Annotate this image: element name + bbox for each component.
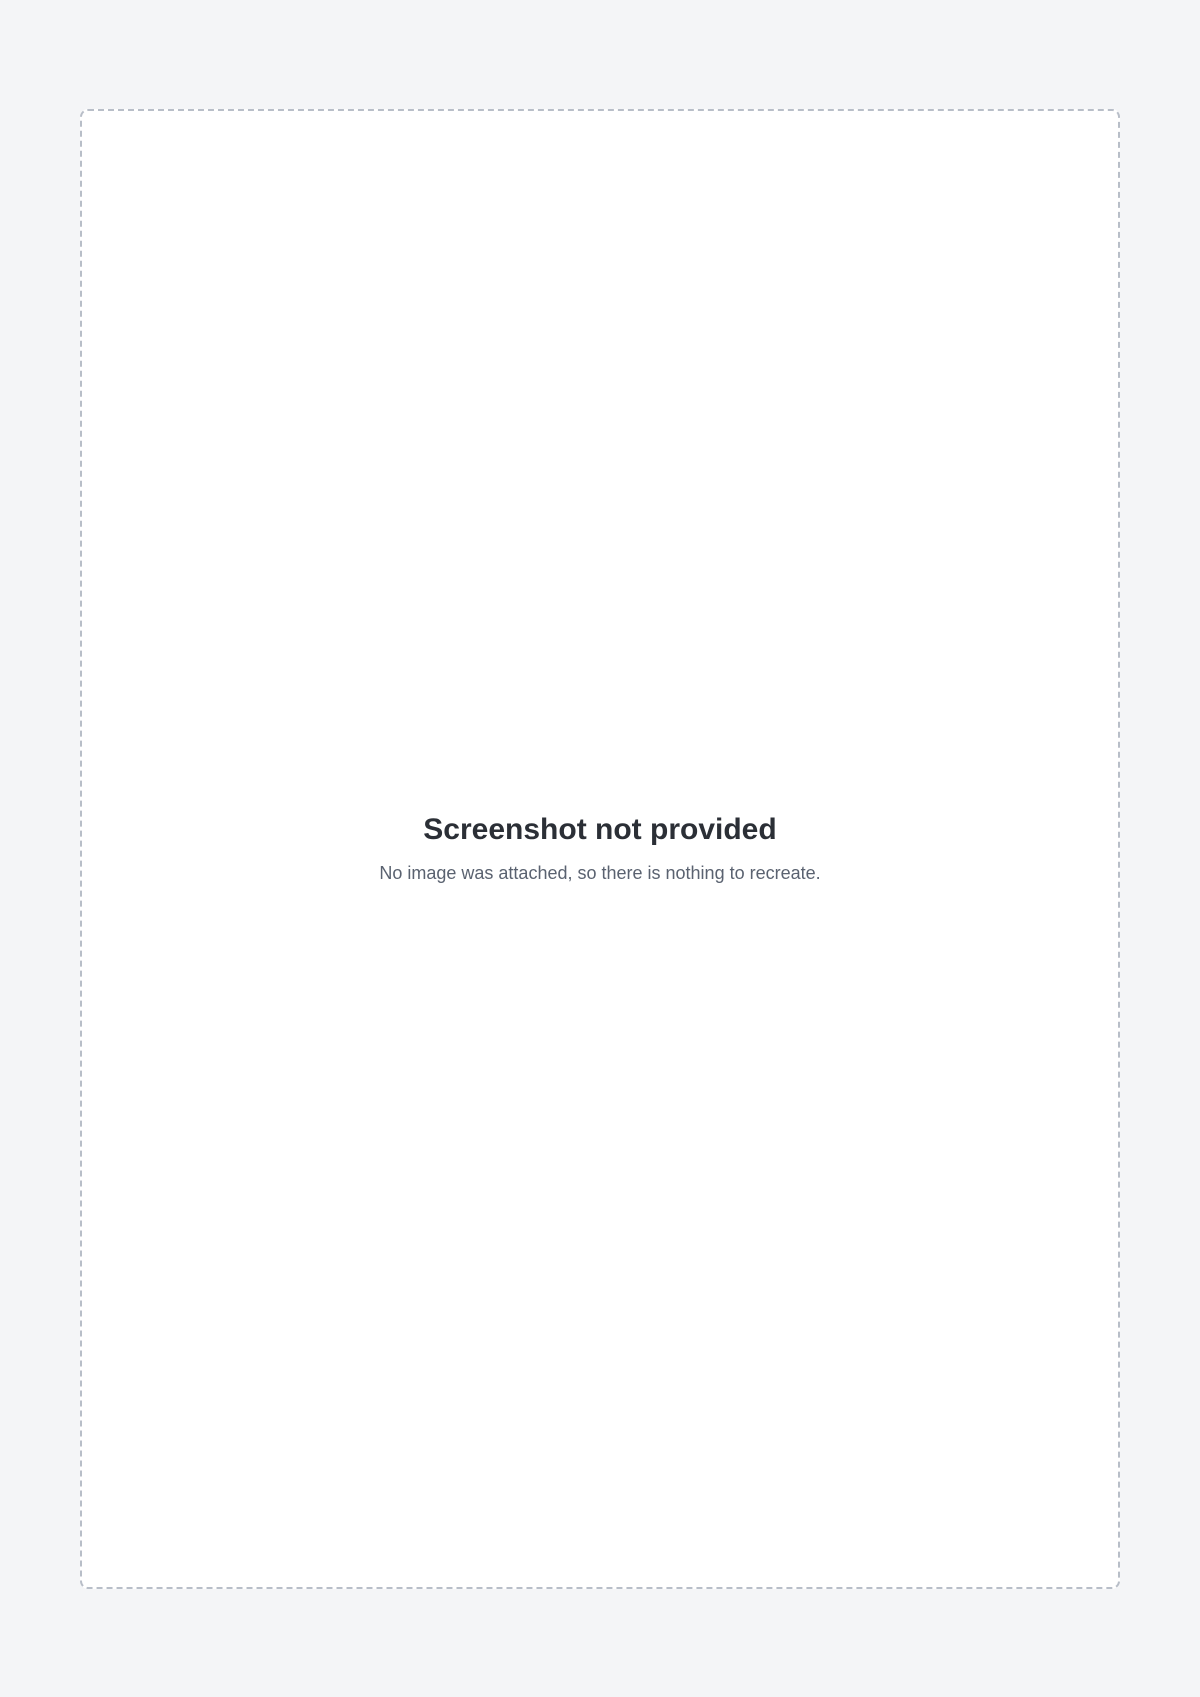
placeholder-title: Screenshot not provided: [423, 813, 777, 846]
placeholder-note: No image was attached, so there is nothing to recreate.: [379, 863, 821, 883]
placeholder-frame: [80, 109, 1120, 1589]
